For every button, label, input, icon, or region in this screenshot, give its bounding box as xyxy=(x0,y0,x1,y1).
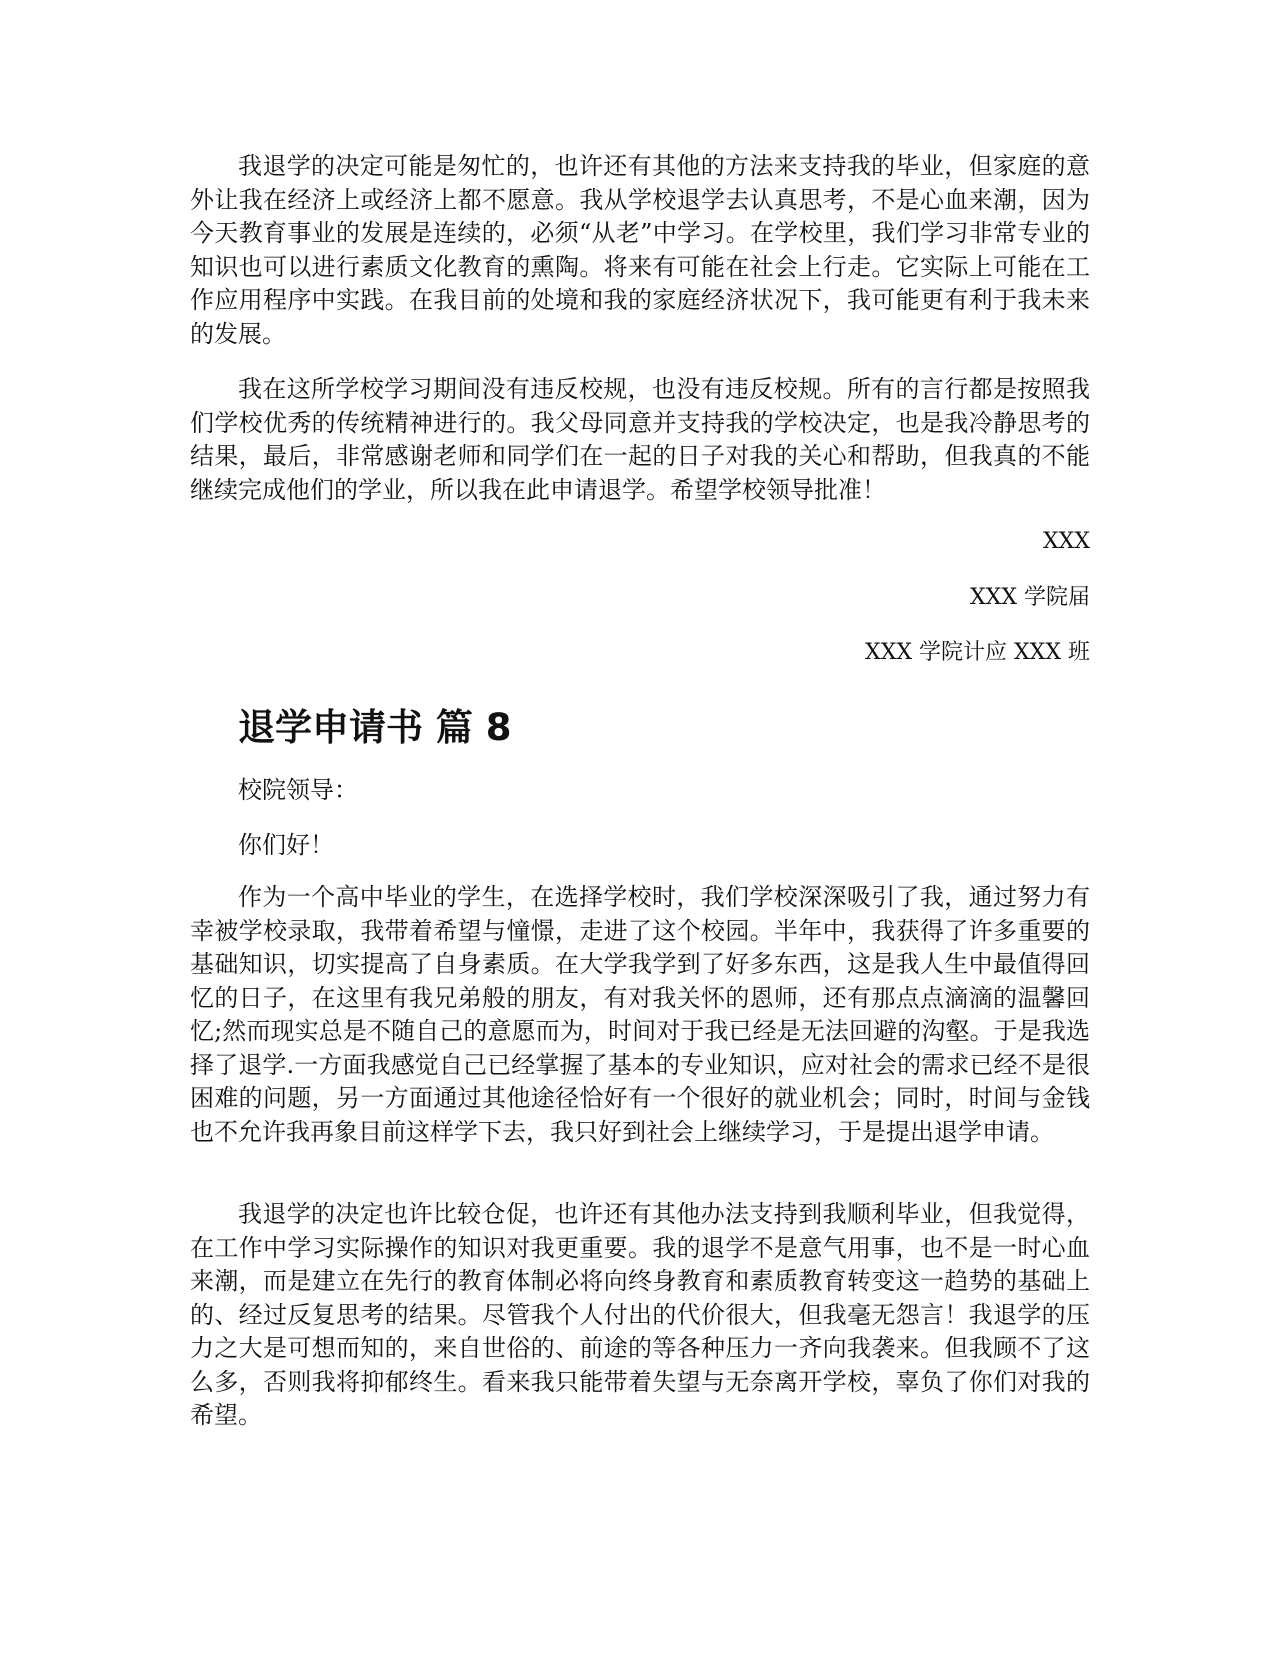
signature-college: XXX 学院届 xyxy=(970,585,1090,610)
salutation: 校院领导： xyxy=(238,776,358,804)
body-paragraph: 作为一个高中毕业的学生，在选择学校时，我们学校深深吸引了我，通过努力有幸被学校录取，我带着希望与憧憬，走进了这个校园。半年中，我获得了许多重要的基础知识，切实提高了自身素质。在大学我学到了好多东西，这是我人生中最值得回忆的日子，在这里有我兄弟般的朋友，有对我关怀的恩师，还有那点点滴滴的温馨回忆;然而现实总是不随自己的意愿而为，时间对于我已经是无法回避的沟壑。于是我选择了退学.一方面我感觉自己已经掌握了基本的专业知识，应对社会的需求已经不是很困难的问题，另一方面通过其他途径恰好有一个很好的就业机会；同时，时间与金钱也不允许我再象目前这样学下去，我只好到社会上继续学习，于是提出退学申请。 xyxy=(190,883,1090,1146)
signature-class: XXX 学院计应 XXX 班 xyxy=(865,640,1090,665)
section-heading: 退学申请书 篇 8 xyxy=(238,706,512,749)
body-paragraph: 我退学的决定可能是匆忙的，也许还有其他的方法来支持我的毕业，但家庭的意外让我在经济上或经济上都不愿意。我从学校退学去认真思考，不是心血来潮，因为今天教育事业的发展是连续的，必须“从老”中学习。在学校里，我们学习非常专业的知识也可以进行素质文化教育的熏陶。将来有可能在社会上行走。它实际上可能在工作应用程序中实践。在我目前的处境和我的家庭经济状况下，我可能更有利于我未来的发展。 xyxy=(190,152,1090,348)
body-paragraph: 我在这所学校学习期间没有违反校规，也没有违反校规。所有的言行都是按照我们学校优秀的传统精神进行的。我父母同意并支持我的学校决定，也是我冷静思考的结果，最后，非常感谢老师和同学们在一起的日子对我的关心和帮助，但我真的不能继续完成他们的学业，所以我在此申请退学。希望学校领导批准！ xyxy=(190,375,1090,504)
signature-name: XXX xyxy=(1043,529,1090,554)
body-paragraph: 我退学的决定也许比较仓促，也许还有其他办法支持到我顺利毕业，但我觉得，在工作中学习实际操作的知识对我更重要。我的退学不是意气用事，也不是一时心血来潮，而是建立在先行的教育体制必将向终身教育和素质教育转变这一趋势的基础上的、经过反复思考的结果。尽管我个人付出的代价很大，但我毫无怨言！我退学的压力之大是可想而知的，来自世俗的、前途的等各种压力一齐向我袭来。但我顾不了这么多，否则我将抑郁终生。看来我只能带着失望与无奈离开学校，辜负了你们对我的希望。 xyxy=(190,1200,1090,1429)
greeting: 你们好！ xyxy=(238,831,334,859)
